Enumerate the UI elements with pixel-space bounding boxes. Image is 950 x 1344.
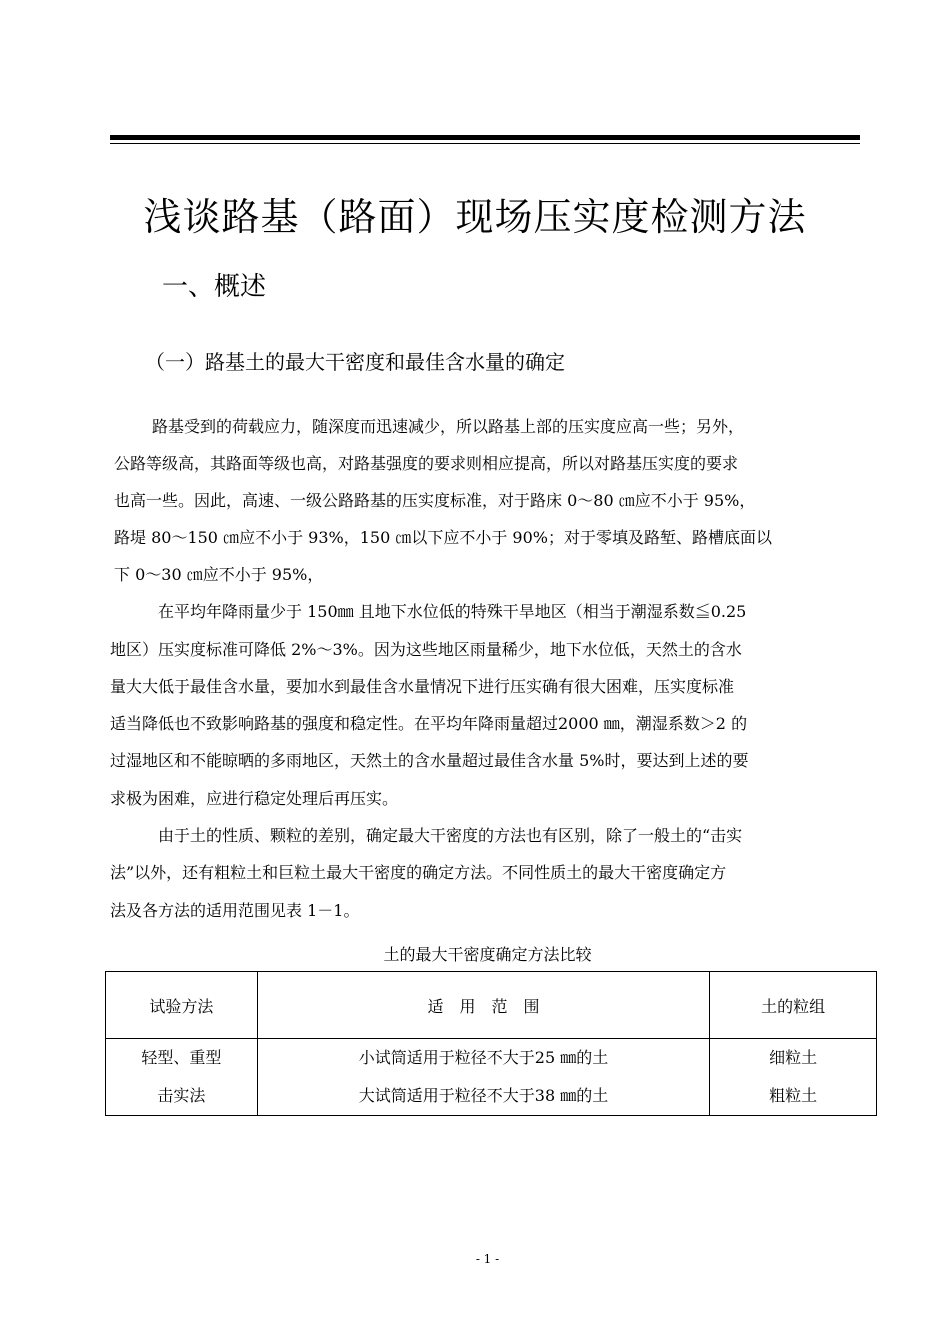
paragraph-3-line: 法及各方法的适用范围见表 1－1。 <box>110 901 360 920</box>
paragraph-1-line: 路堤 80～150 ㎝应不小于 93%，150 ㎝以下应不小于 90%；对于零填及路堑、路槽底面以 <box>114 528 772 547</box>
table-header-cell: 适 用 范 围 <box>257 972 709 1039</box>
cell-line: 大试筒适用于粒径不大于38 ㎜的土 <box>358 1086 609 1105</box>
cell-line: 小试筒适用于粒径不大于25 ㎜的土 <box>358 1048 609 1067</box>
paragraph-2-line: 适当降低也不致影响路基的强度和稳定性。在平均年降雨量超过2000 ㎜，潮湿系数＞2 的 <box>110 714 748 733</box>
paragraph-2-line: 过湿地区和不能晾晒的多雨地区，天然土的含水量超过最佳含水量 5%时，要达到上述的要 <box>110 751 749 770</box>
paragraph-3-line: 法”以外，还有粗粒土和巨粒土最大干密度的确定方法。不同性质土的最大干密度确定方 <box>110 863 727 882</box>
paragraph-1-line: 公路等级高，其路面等级也高，对路基强度的要求则相应提高，所以对路基压实度的要求 <box>114 454 739 473</box>
paragraph-2-line: 求极为困难，应进行稳定处理后再压实。 <box>110 789 399 808</box>
table-header-cell: 试验方法 <box>106 972 258 1039</box>
header-rule-thin <box>110 143 860 144</box>
table-cell-grain <box>710 1039 877 1116</box>
page-number: - 1 - <box>475 1252 500 1266</box>
table-row <box>106 1039 877 1116</box>
table-header-cell: 土的粒组 <box>710 972 877 1039</box>
cell-line: 击实法 <box>157 1086 206 1105</box>
subsection-heading: （一）路基土的最大干密度和最佳含水量的确定 <box>145 350 565 374</box>
document-title: 浅谈路基（路面）现场压实度检测方法 <box>143 195 807 239</box>
paragraph-2-line: 量大大低于最佳含水量，要加水到最佳含水量情况下进行压实确有很大困难，压实度标准 <box>110 677 735 696</box>
paragraph-2-line: 地区）压实度标准可降低 2%～3%。因为这些地区雨量稀少，地下水位低，天然土的含水 <box>110 640 742 659</box>
table-header-row <box>106 972 877 1039</box>
cell-line: 轻型、重型 <box>141 1048 222 1067</box>
paragraph-3-line: 由于土的性质、颗粒的差别，确定最大干密度的方法也有区别，除了一般土的“击实 <box>158 826 743 845</box>
paragraph-1-line: 也高一些。因此，高速、一级公路路基的压实度标准，对于路床 0～80 ㎝应不小于 95%， <box>114 491 756 510</box>
section-heading: 一、概述 <box>162 272 267 302</box>
table-caption: 土的最大干密度确定方法比较 <box>383 945 592 964</box>
paragraph-1-line: 下 0～30 ㎝应不小于 95%， <box>114 565 324 584</box>
table-cell-scope <box>257 1039 709 1116</box>
comparison-table <box>105 971 877 1116</box>
header-rule-thick <box>110 135 860 140</box>
cell-line: 细粒土 <box>769 1048 818 1067</box>
table-cell-method <box>106 1039 258 1116</box>
paragraph-1-line: 路基受到的荷载应力，随深度而迅速减少，所以路基上部的压实度应高一些；另外， <box>152 417 745 436</box>
cell-line: 粗粒土 <box>769 1086 818 1105</box>
paragraph-2-line: 在平均年降雨量少于 150㎜ 且地下水位低的特殊干旱地区（相当于潮湿系数≦0.25 <box>158 602 747 621</box>
